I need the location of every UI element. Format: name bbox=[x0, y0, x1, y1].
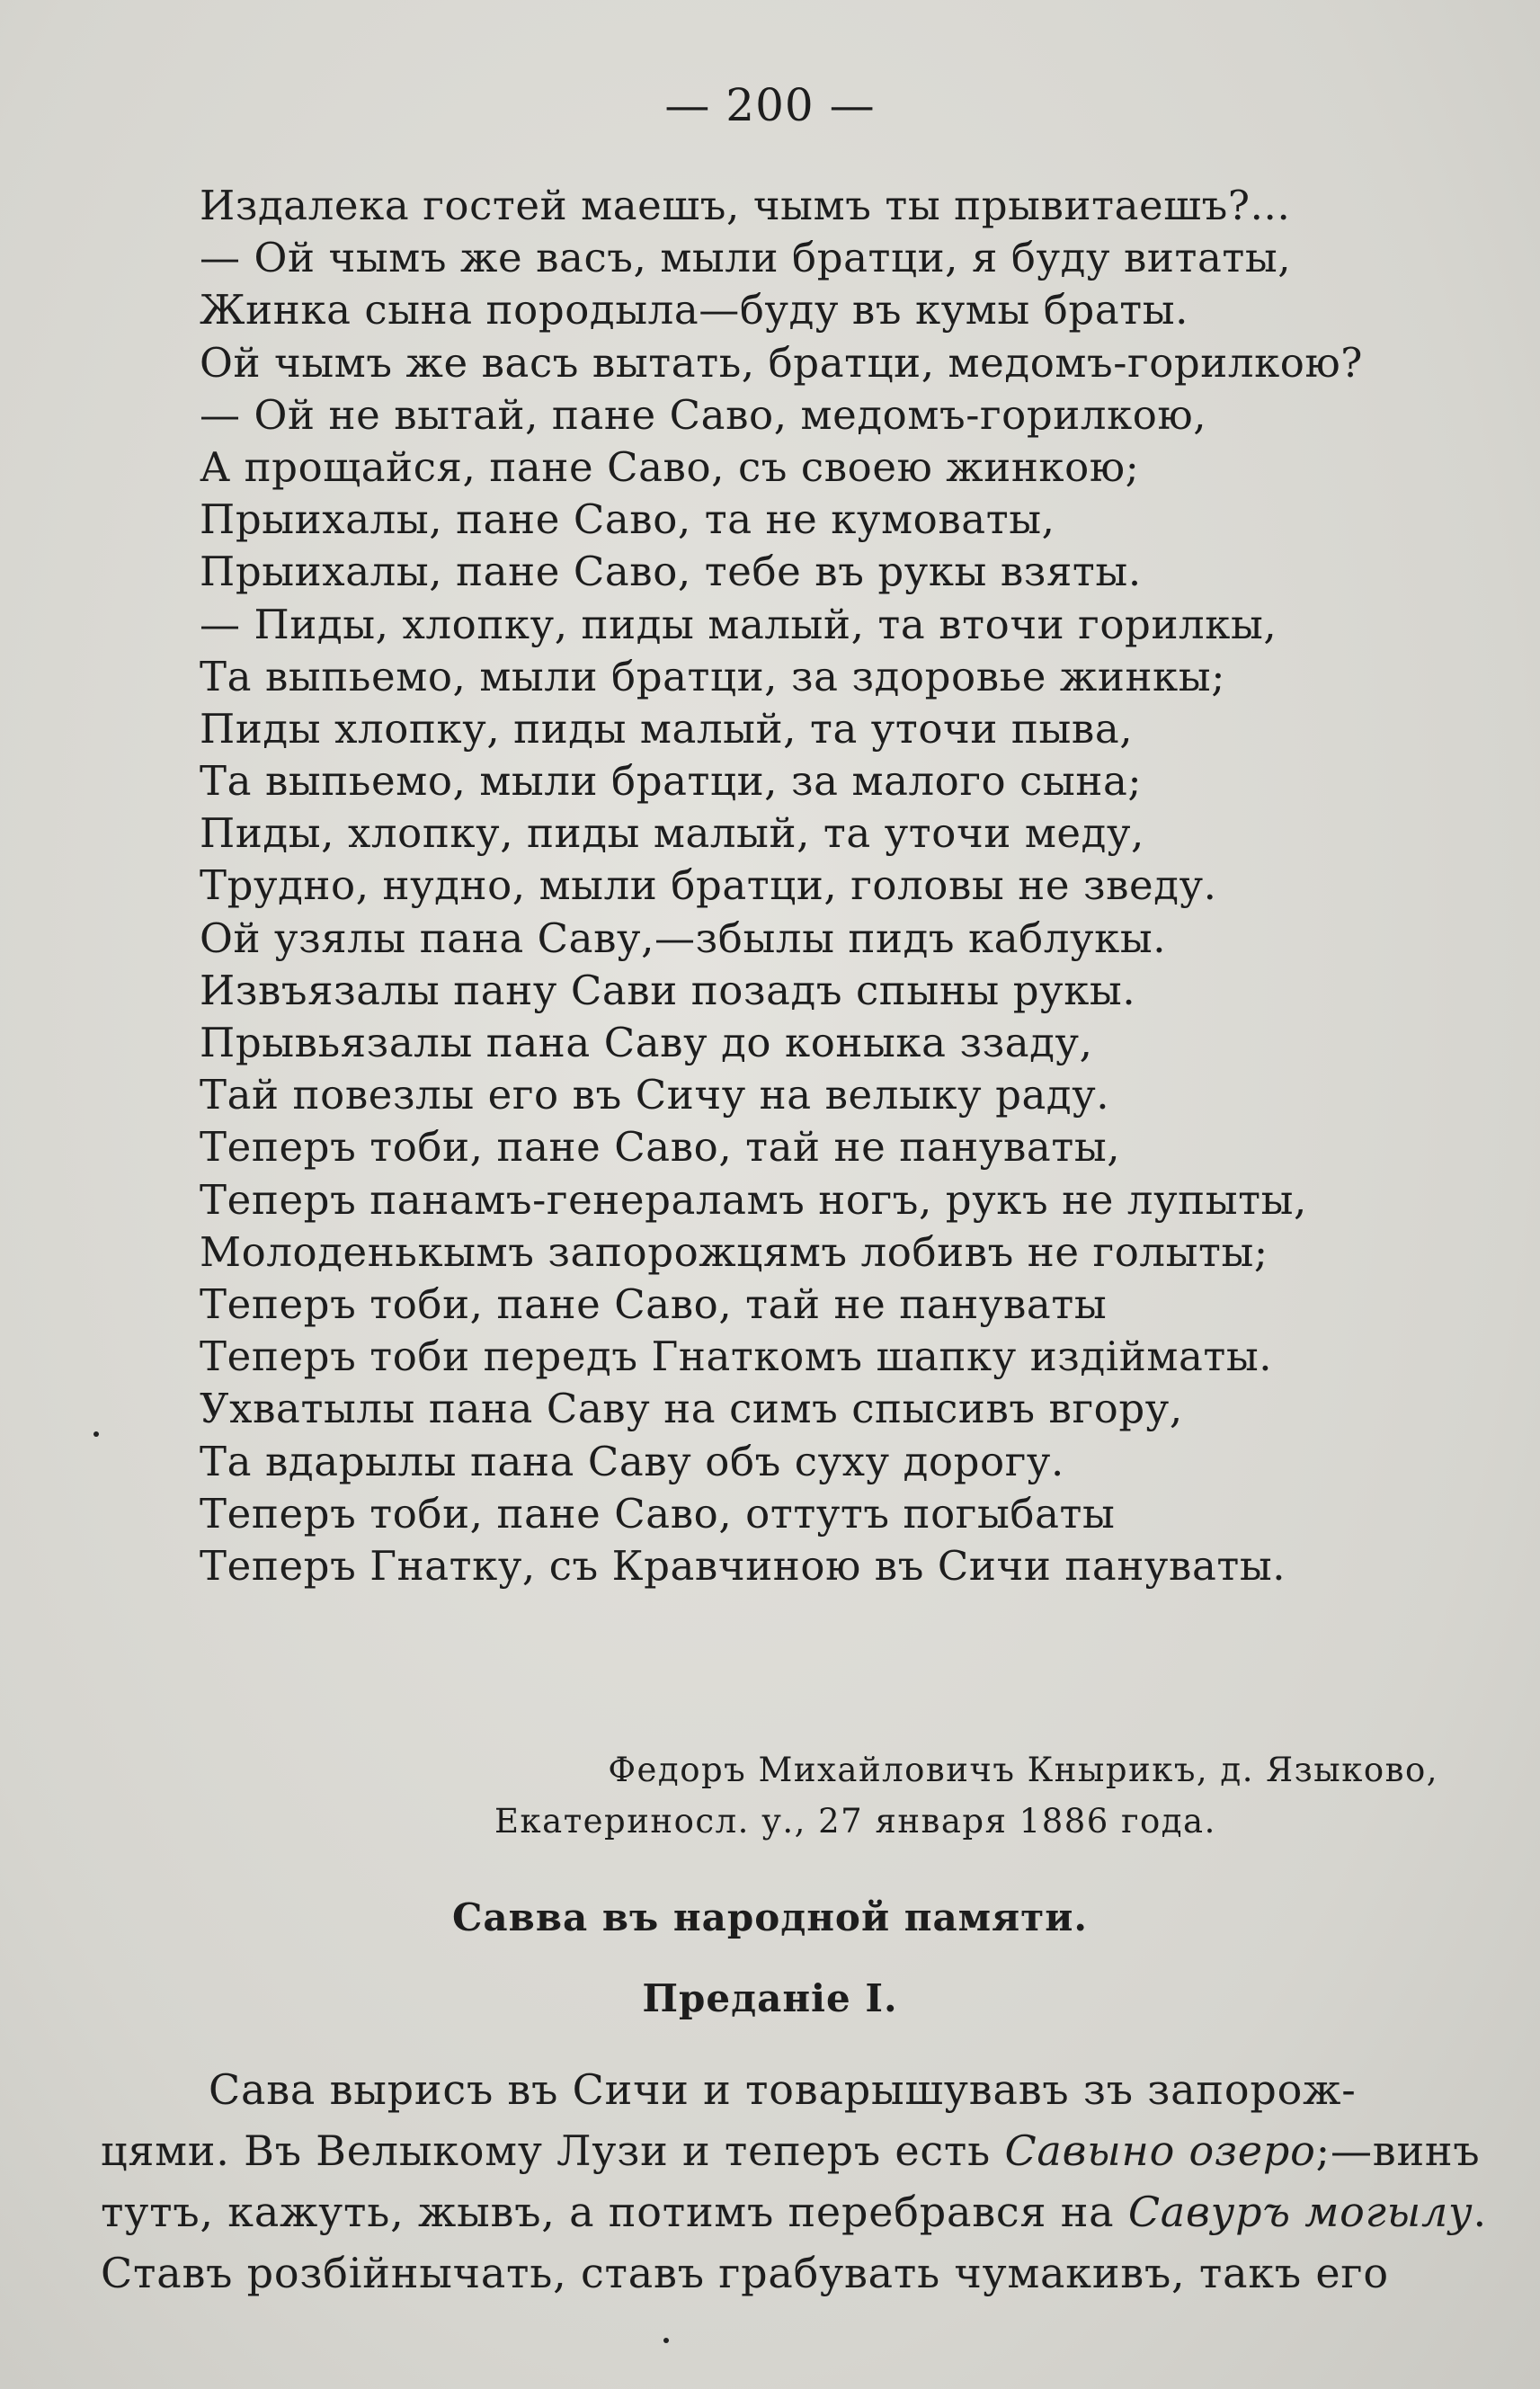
poem-line: Та выпьемо, мыли братци, за малого сына; bbox=[200, 757, 1143, 806]
ink-speck bbox=[663, 2338, 669, 2343]
poem-line: Ухватылы пана Саву на симъ спысивъ вгору, bbox=[200, 1385, 1183, 1433]
place-name-italic: Савыно озеро bbox=[1004, 2126, 1316, 2175]
poem-line: А прощайся, пане Саво, съ своею жинкою; bbox=[200, 442, 1140, 491]
poem-line: Теперъ тоби, пане Саво, оттутъ погыбаты bbox=[200, 1489, 1116, 1538]
prose-line bbox=[101, 2120, 1485, 2181]
poem-line: Ой узялы пана Саву,—збылы пидъ каблукы. bbox=[200, 914, 1167, 962]
prose-text: ;—винъ bbox=[1315, 2126, 1481, 2175]
prose-line bbox=[101, 2181, 1485, 2242]
poem-line: Прыихалы, пане Саво, тебе въ рукы взяты. bbox=[200, 548, 1142, 596]
poem-line: Теперъ тоби, пане Саво, тай не пануваты, bbox=[200, 1123, 1121, 1172]
prose-line: Ставъ розбiйнычать, ставъ грабувать чумакивъ, такъ его bbox=[101, 2249, 1389, 2297]
poem-line: Прыихалы, пане Саво, та не кумоваты, bbox=[200, 495, 1055, 544]
poem-line: Пиды, хлопку, пиды малый, та уточи меду, bbox=[200, 809, 1144, 858]
poem-line: — Пиды, хлопку, пиды малый, та вточи горилкы, bbox=[200, 600, 1277, 648]
poem-line: Прывьязалы пана Саву до коныка ззаду, bbox=[200, 1019, 1093, 1066]
page-number: — 200 — bbox=[664, 79, 876, 131]
poem-line: Та вдарылы пана Саву объ суху дорогу. bbox=[200, 1437, 1064, 1485]
prose-text: . bbox=[1473, 2188, 1487, 2236]
poem-line: Трудно, нудно, мыли братци, головы не зведу. bbox=[200, 861, 1217, 910]
poem-line: — Ой не вытай, пане Саво, медомъ-горилкою, bbox=[200, 390, 1207, 439]
ink-speck bbox=[93, 1431, 99, 1437]
attribution bbox=[467, 1744, 1438, 1847]
prose-line: Сава вырисъ въ Сичи и товарышувавъ зъ запорож- bbox=[209, 2065, 1357, 2114]
prose-text: тутъ, кажуть, жывъ, а потимъ перебрався на bbox=[101, 2188, 1128, 2236]
poem-line: Теперъ тоби, пане Саво, тай не пануваты bbox=[200, 1279, 1108, 1328]
poem-line: Теперъ Гнатку, съ Кравчиною въ Сичи пануваты. bbox=[200, 1541, 1286, 1590]
poem-line: Теперъ тоби передъ Гнаткомъ шапку издiйматы. bbox=[200, 1333, 1273, 1381]
poem-line: Та выпьемо, мыли братци, за здоровье жинкы; bbox=[200, 652, 1225, 700]
place-name-italic: Савуръ могылу bbox=[1127, 2188, 1473, 2236]
section-title: Савва въ народной памяти. bbox=[452, 1895, 1088, 1939]
prose-text: цями. Въ Велыкому Лузи и теперъ есть bbox=[101, 2126, 1005, 2175]
poem-line: Извъязалы пану Сави позадъ спыны рукы. bbox=[200, 966, 1136, 1014]
poem-line: Теперъ панамъ-генераламъ ногъ, рукъ не лупыты, bbox=[200, 1175, 1307, 1224]
attribution-author: Федоръ Михайловичъ Кнырикъ, д. Языково, bbox=[608, 1751, 1438, 1789]
poem-line: Молоденькымъ запорожцямъ лобивъ не голыты; bbox=[200, 1227, 1268, 1276]
poem-line: Издалека гостей маешъ, чымъ ты прывитаешъ?... bbox=[200, 182, 1291, 229]
poem-line: Тай повезлы его въ Сичу на велыку раду. bbox=[200, 1071, 1110, 1119]
poem-line: Жинка сына породыла—буду въ кумы браты. bbox=[200, 286, 1189, 334]
subsection-title: Преданiе I. bbox=[642, 1976, 898, 2020]
poem-line: — Ой чымъ же васъ, мыли братци, я буду витаты, bbox=[200, 234, 1292, 282]
attribution-place-date: Екатериносл. у., 27 января 1886 года. bbox=[494, 1802, 1216, 1841]
poem bbox=[200, 180, 1476, 1592]
poem-line: Пиды хлопку, пиды малый, та уточи пыва, bbox=[200, 704, 1134, 753]
prose-paragraph bbox=[101, 2059, 1485, 2304]
poem-line: Ой чымъ же васъ вытать, братци, медомъ-горилкою? bbox=[200, 338, 1364, 387]
